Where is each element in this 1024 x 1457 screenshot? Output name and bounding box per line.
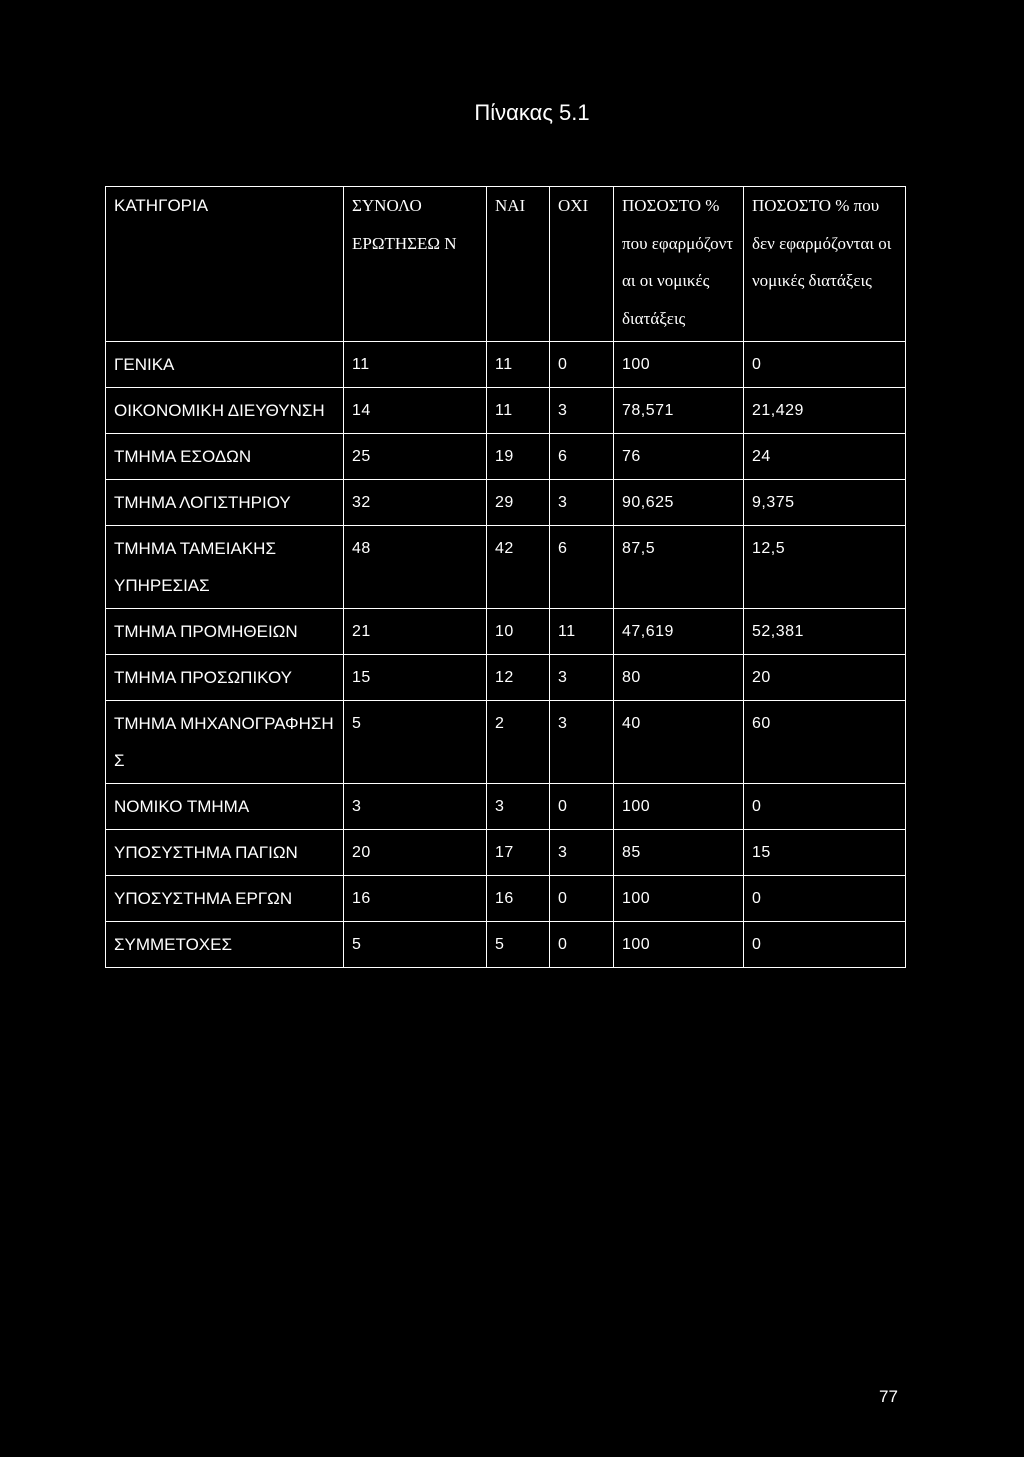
category-cell: ΤΜΗΜΑ ΠΡΟΜΗΘΕΙΩΝ [106, 609, 344, 655]
category-cell: ΝΟΜΙΚΟ ΤΜΗΜΑ [106, 784, 344, 830]
percent-not-applied-cell: 0 [744, 876, 906, 922]
percent-not-applied-cell: 24 [744, 434, 906, 480]
percent-not-applied-cell: 0 [744, 342, 906, 388]
percent-applied-cell: 80 [614, 655, 744, 701]
category-cell: ΤΜΗΜΑ ΠΡΟΣΩΠΙΚΟΥ [106, 655, 344, 701]
table-row [106, 480, 906, 526]
percent-applied-cell: 87,5 [614, 526, 744, 609]
header-row [106, 187, 906, 342]
category-cell: ΥΠΟΣΥΣΤΗΜΑ ΠΑΓΙΩΝ [106, 830, 344, 876]
yes-cell: 11 [487, 388, 550, 434]
no-cell: 6 [550, 526, 614, 609]
total-cell: 3 [344, 784, 487, 830]
total-cell: 5 [344, 922, 487, 968]
yes-cell: 17 [487, 830, 550, 876]
category-cell: ΓΕΝΙΚΑ [106, 342, 344, 388]
category-cell: ΥΠΟΣΥΣΤΗΜΑ ΕΡΓΩΝ [106, 876, 344, 922]
percent-not-applied-cell: 9,375 [744, 480, 906, 526]
total-cell: 16 [344, 876, 487, 922]
category-cell: ΤΜΗΜΑ ΤΑΜΕΙΑΚΗΣ ΥΠΗΡΕΣΙΑΣ [106, 526, 344, 609]
header-yes: ΝΑΙ [487, 187, 550, 342]
percent-not-applied-cell: 0 [744, 922, 906, 968]
percent-applied-cell: 40 [614, 701, 744, 784]
total-cell: 48 [344, 526, 487, 609]
table-row [106, 876, 906, 922]
table-body [106, 342, 906, 968]
header-total-questions: ΣΥΝΟΛΟ ΕΡΩΤΗΣΕΩ Ν [344, 187, 487, 342]
percent-applied-cell: 47,619 [614, 609, 744, 655]
yes-cell: 11 [487, 342, 550, 388]
yes-cell: 2 [487, 701, 550, 784]
no-cell: 11 [550, 609, 614, 655]
percent-applied-cell: 78,571 [614, 388, 744, 434]
percent-not-applied-cell: 15 [744, 830, 906, 876]
no-cell: 3 [550, 480, 614, 526]
yes-cell: 3 [487, 784, 550, 830]
percent-applied-cell: 100 [614, 876, 744, 922]
table-row [106, 526, 906, 609]
table-row [106, 342, 906, 388]
total-cell: 14 [344, 388, 487, 434]
header-percent-not-applied: ΠΟΣΟΣΤΟ % που δεν εφαρμόζονται οι νομικές διατάξεις [744, 187, 906, 342]
total-cell: 32 [344, 480, 487, 526]
category-cell: ΤΜΗΜΑ ΛΟΓΙΣΤΗΡΙΟΥ [106, 480, 344, 526]
table-row [106, 701, 906, 784]
category-cell: ΤΜΗΜΑ ΕΣΟΔΩΝ [106, 434, 344, 480]
table-row [106, 388, 906, 434]
no-cell: 0 [550, 876, 614, 922]
no-cell: 0 [550, 922, 614, 968]
yes-cell: 10 [487, 609, 550, 655]
yes-cell: 19 [487, 434, 550, 480]
page-number: 77 [879, 1387, 898, 1406]
no-cell: 3 [550, 830, 614, 876]
percent-applied-cell: 100 [614, 342, 744, 388]
yes-cell: 16 [487, 876, 550, 922]
table-row [106, 434, 906, 480]
percent-not-applied-cell: 0 [744, 784, 906, 830]
no-cell: 3 [550, 701, 614, 784]
total-cell: 21 [344, 609, 487, 655]
yes-cell: 5 [487, 922, 550, 968]
total-cell: 20 [344, 830, 487, 876]
total-cell: 25 [344, 434, 487, 480]
header-no: ΟΧΙ [550, 187, 614, 342]
yes-cell: 29 [487, 480, 550, 526]
percent-applied-cell: 90,625 [614, 480, 744, 526]
total-cell: 11 [344, 342, 487, 388]
table-title: Πίνακας 5.1 [474, 100, 590, 125]
category-cell: ΣΥΜΜΕΤΟΧΕΣ [106, 922, 344, 968]
percent-not-applied-cell: 52,381 [744, 609, 906, 655]
no-cell: 0 [550, 342, 614, 388]
total-cell: 15 [344, 655, 487, 701]
data-table [105, 186, 906, 968]
percent-not-applied-cell: 21,429 [744, 388, 906, 434]
percent-applied-cell: 100 [614, 784, 744, 830]
percent-applied-cell: 85 [614, 830, 744, 876]
no-cell: 6 [550, 434, 614, 480]
table-row [106, 609, 906, 655]
yes-cell: 42 [487, 526, 550, 609]
header-percent-applied: ΠΟΣΟΣΤΟ % που εφαρμόζοντ αι οι νομικές διατάξεις [614, 187, 744, 342]
percent-not-applied-cell: 12,5 [744, 526, 906, 609]
yes-cell: 12 [487, 655, 550, 701]
no-cell: 3 [550, 655, 614, 701]
category-cell: ΟΙΚΟΝΟΜΙΚΗ ΔΙΕΥΘΥΝΣΗ [106, 388, 344, 434]
no-cell: 0 [550, 784, 614, 830]
percent-not-applied-cell: 20 [744, 655, 906, 701]
table-row [106, 922, 906, 968]
category-cell: ΤΜΗΜΑ ΜΗΧΑΝΟΓΡΑΦΗΣΗ Σ [106, 701, 344, 784]
table-row [106, 784, 906, 830]
no-cell: 3 [550, 388, 614, 434]
percent-applied-cell: 100 [614, 922, 744, 968]
table-row [106, 655, 906, 701]
total-cell: 5 [344, 701, 487, 784]
percent-applied-cell: 76 [614, 434, 744, 480]
header-category: ΚΑΤΗΓΟΡΙΑ [106, 187, 344, 342]
table-row [106, 830, 906, 876]
percent-not-applied-cell: 60 [744, 701, 906, 784]
